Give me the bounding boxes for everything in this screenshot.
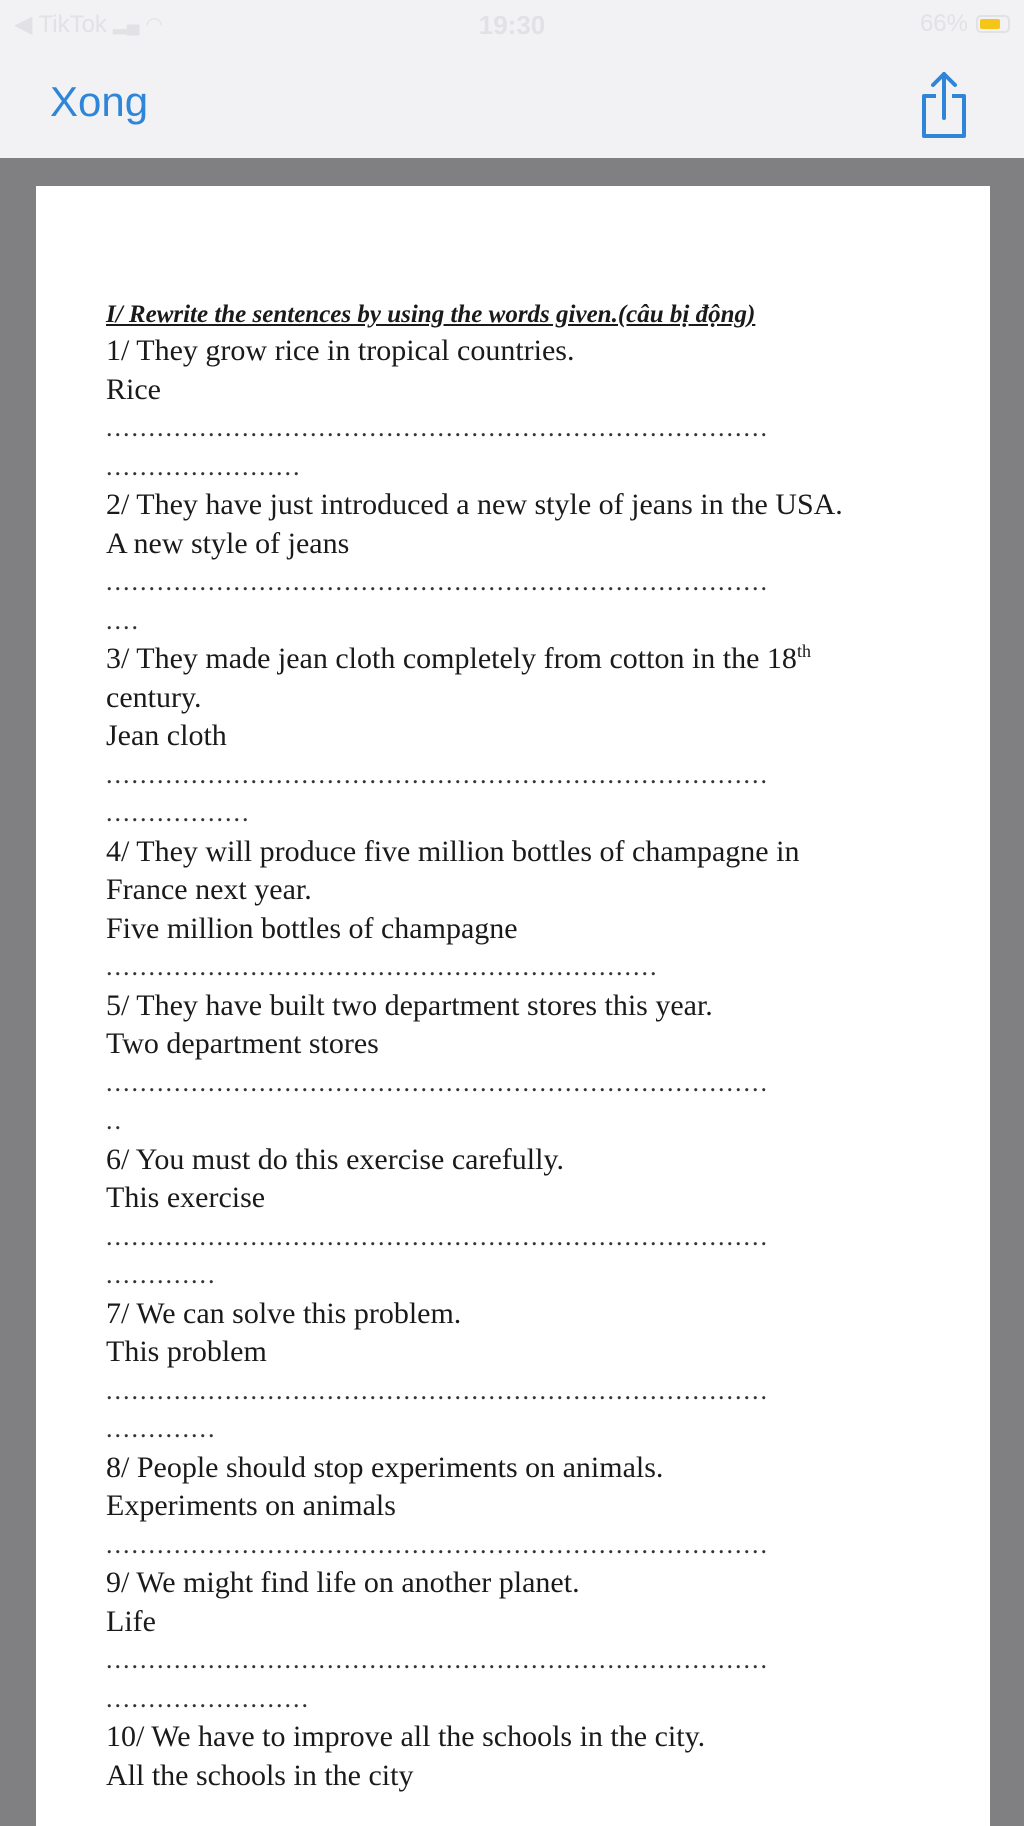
question-8: 8/ People should stop experiments on animals. bbox=[106, 1450, 664, 1484]
back-triangle-icon: ◀ bbox=[14, 11, 33, 38]
answer-start-6: This exercise bbox=[106, 1181, 266, 1214]
navigation-bar bbox=[0, 52, 1024, 158]
answer-start-2: A new style of jeans bbox=[106, 526, 350, 560]
answer-dots-9a: .............................................................................. bbox=[106, 1645, 769, 1674]
question-4-cont: France next year. bbox=[106, 873, 312, 906]
question-3-text: 3/ They made jean cloth completely from cotton in the 18 bbox=[106, 642, 797, 675]
signal-icon: ▂▄ bbox=[112, 14, 140, 34]
answer-dots-2b: .... bbox=[106, 605, 140, 635]
exercise-heading: I/ Rewrite the sentences by using the words given.(câu bị động) bbox=[106, 301, 756, 328]
question-9: 9/ We might find life on another planet. bbox=[106, 1566, 580, 1599]
share-icon[interactable] bbox=[916, 70, 972, 140]
answer-start-4: Five million bottles of champagne bbox=[106, 911, 518, 945]
document-body bbox=[106, 300, 956, 1795]
answer-dots-9b: ........................ bbox=[106, 1683, 310, 1713]
answer-dots-7a: .............................................................................. bbox=[106, 1375, 769, 1405]
answer-dots-3a: .............................................................................. bbox=[106, 759, 769, 789]
answer-dots-7b: ............. bbox=[106, 1414, 217, 1443]
question-1: 1/ They grow rice in tropical countries. bbox=[106, 334, 575, 367]
question-6: 6/ You must do this exercise carefully. bbox=[106, 1142, 564, 1176]
question-3-sup: th bbox=[796, 641, 811, 661]
status-bar bbox=[0, 0, 1024, 52]
document-page[interactable] bbox=[36, 186, 990, 1826]
question-2: 2/ They have just introduced a new style of jeans in the USA. bbox=[106, 488, 843, 521]
question-10: 10/ We have to improve all the schools in the city. bbox=[106, 1720, 706, 1753]
question-4: 4/ They will produce five million bottles of champagne in bbox=[106, 834, 800, 868]
answer-dots-1b: ....................... bbox=[106, 451, 302, 481]
answer-start-1: Rice bbox=[106, 372, 161, 406]
answer-dots-6a: .............................................................................. bbox=[106, 1221, 769, 1251]
answer-start-7: This problem bbox=[106, 1335, 267, 1368]
battery-percent: 66% bbox=[919, 10, 968, 37]
back-app-label: TikTok bbox=[38, 10, 107, 38]
battery-status bbox=[920, 10, 1010, 38]
answer-start-10: All the schools in the city bbox=[106, 1758, 414, 1792]
question-3-cont: century. bbox=[106, 680, 202, 714]
status-time: 19:30 bbox=[478, 10, 546, 40]
answer-dots-8a: .............................................................................. bbox=[106, 1529, 769, 1559]
battery-icon bbox=[976, 15, 1010, 33]
answer-start-3: Jean cloth bbox=[106, 719, 227, 752]
answer-dots-2a: .............................................................................. bbox=[106, 567, 769, 596]
done-button[interactable]: Xong bbox=[50, 78, 149, 125]
question-3 bbox=[106, 640, 956, 679]
answer-dots-3b: ................. bbox=[106, 798, 251, 827]
wifi-icon: ◠ bbox=[145, 14, 163, 36]
answer-dots-4a: ................................................................. bbox=[106, 952, 659, 981]
question-7: 7/ We can solve this problem. bbox=[106, 1296, 462, 1330]
answer-dots-5b: .. bbox=[106, 1106, 123, 1135]
question-5: 5/ They have built two department stores this year. bbox=[106, 988, 713, 1022]
answer-start-5: Two department stores bbox=[106, 1027, 379, 1060]
answer-start-8: Experiments on animals bbox=[106, 1489, 396, 1522]
answer-dots-6b: ............. bbox=[106, 1260, 217, 1289]
answer-dots-1a: .............................................................................. bbox=[106, 413, 769, 442]
answer-dots-5a: .............................................................................. bbox=[106, 1067, 769, 1097]
answer-start-9: Life bbox=[106, 1604, 156, 1638]
